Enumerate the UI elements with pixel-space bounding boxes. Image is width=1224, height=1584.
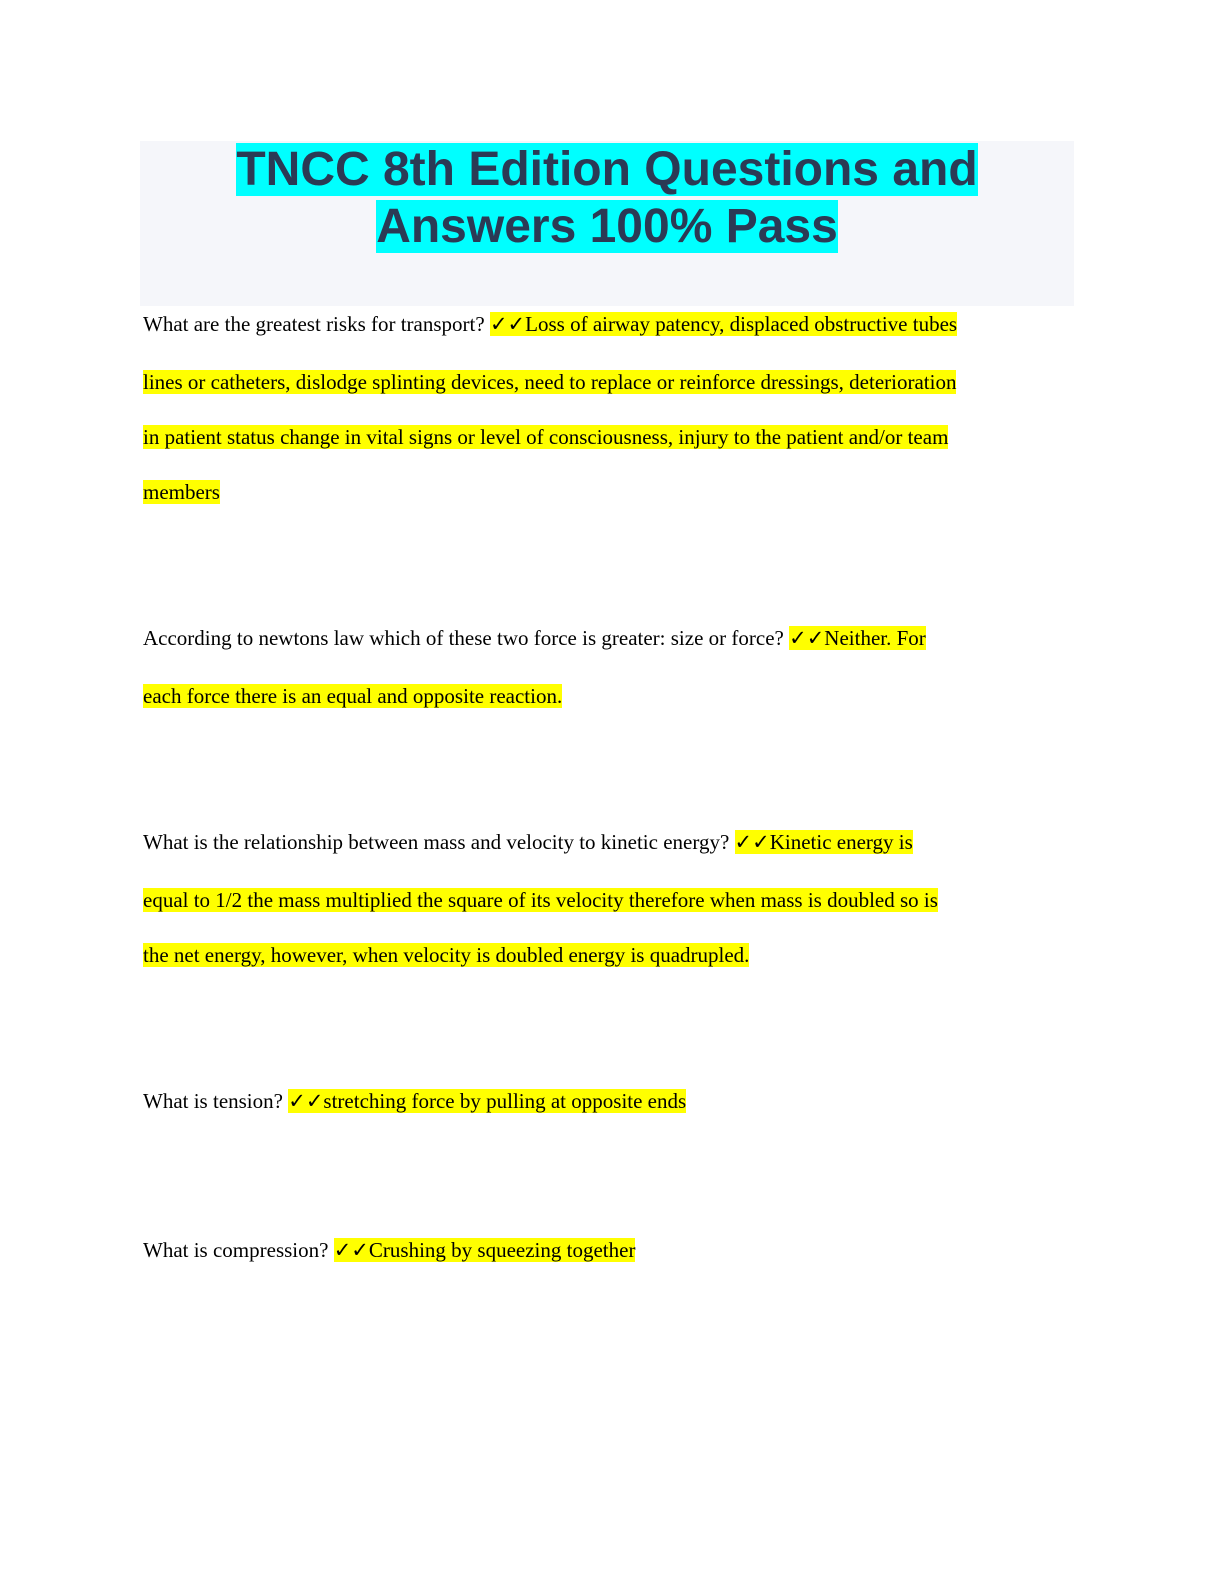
document-title — [140, 141, 1074, 255]
question-text: What is the relationship between mass and velocity to kinetic energy? — [143, 830, 735, 854]
answer-text: in patient status change in vital signs or level of consciousness, injury to the patient and/or team — [143, 425, 949, 449]
double-check-icon: ✓✓ — [789, 626, 825, 650]
title-line-1 — [140, 141, 1074, 198]
question-text: What are the greatest risks for transport? — [143, 312, 490, 336]
qa-line — [143, 885, 1068, 940]
answer-text: members — [143, 480, 220, 504]
qa-line — [143, 940, 1068, 998]
qa-line — [143, 422, 1068, 477]
answer-highlight — [490, 312, 957, 336]
qa-line — [143, 1086, 1068, 1144]
double-check-icon: ✓✓ — [288, 1089, 324, 1113]
title-line-2 — [140, 198, 1074, 255]
qa-item-compression — [143, 1235, 1068, 1293]
qa-item-newtons-law — [143, 623, 1068, 739]
question-text: What is compression? — [143, 1238, 334, 1262]
question-text: According to newtons law which of these two force is greater: size or force? — [143, 626, 790, 650]
double-check-icon: ✓✓ — [734, 830, 770, 854]
qa-item-kinetic-energy — [143, 827, 1068, 998]
answer-text: each force there is an equal and opposite reaction. — [143, 684, 563, 708]
answer-text: the net energy, however, when velocity is doubled energy is quadrupled. — [143, 943, 750, 967]
qa-line — [143, 827, 1068, 885]
qa-item-tension — [143, 1086, 1068, 1144]
question-text: What is tension? — [143, 1089, 289, 1113]
answer-text: lines or catheters, dislodge splinting devices, need to replace or reinforce dressings, deterioration — [143, 370, 957, 394]
qa-line — [143, 309, 1068, 367]
double-check-icon: ✓✓ — [333, 1238, 369, 1262]
answer-text: Crushing by squeezing together — [368, 1238, 636, 1262]
title-line-1-text: TNCC 8th Edition Questions and — [236, 143, 978, 196]
answer-text: stretching force by pulling at opposite ends — [323, 1089, 687, 1113]
qa-line — [143, 681, 1068, 739]
answer-highlight — [288, 1089, 686, 1113]
qa-line — [143, 477, 1068, 535]
answer-highlight — [735, 830, 913, 854]
answer-highlight — [334, 1238, 636, 1262]
qa-line — [143, 623, 1068, 681]
answer-text: Kinetic energy is — [769, 830, 913, 854]
answer-text: equal to 1/2 the mass multiplied the square of its velocity therefore when mass is doubled so is — [143, 888, 938, 912]
qa-item-transport-risks — [143, 309, 1068, 535]
title-line-2-text: Answers 100% Pass — [376, 200, 838, 253]
qa-line — [143, 367, 1068, 422]
answer-text: Loss of airway patency, displaced obstructive tubes — [525, 312, 958, 336]
double-check-icon: ✓✓ — [489, 312, 526, 336]
answer-text: Neither. For — [824, 626, 926, 650]
qa-line — [143, 1235, 1068, 1293]
answer-highlight — [789, 626, 926, 650]
